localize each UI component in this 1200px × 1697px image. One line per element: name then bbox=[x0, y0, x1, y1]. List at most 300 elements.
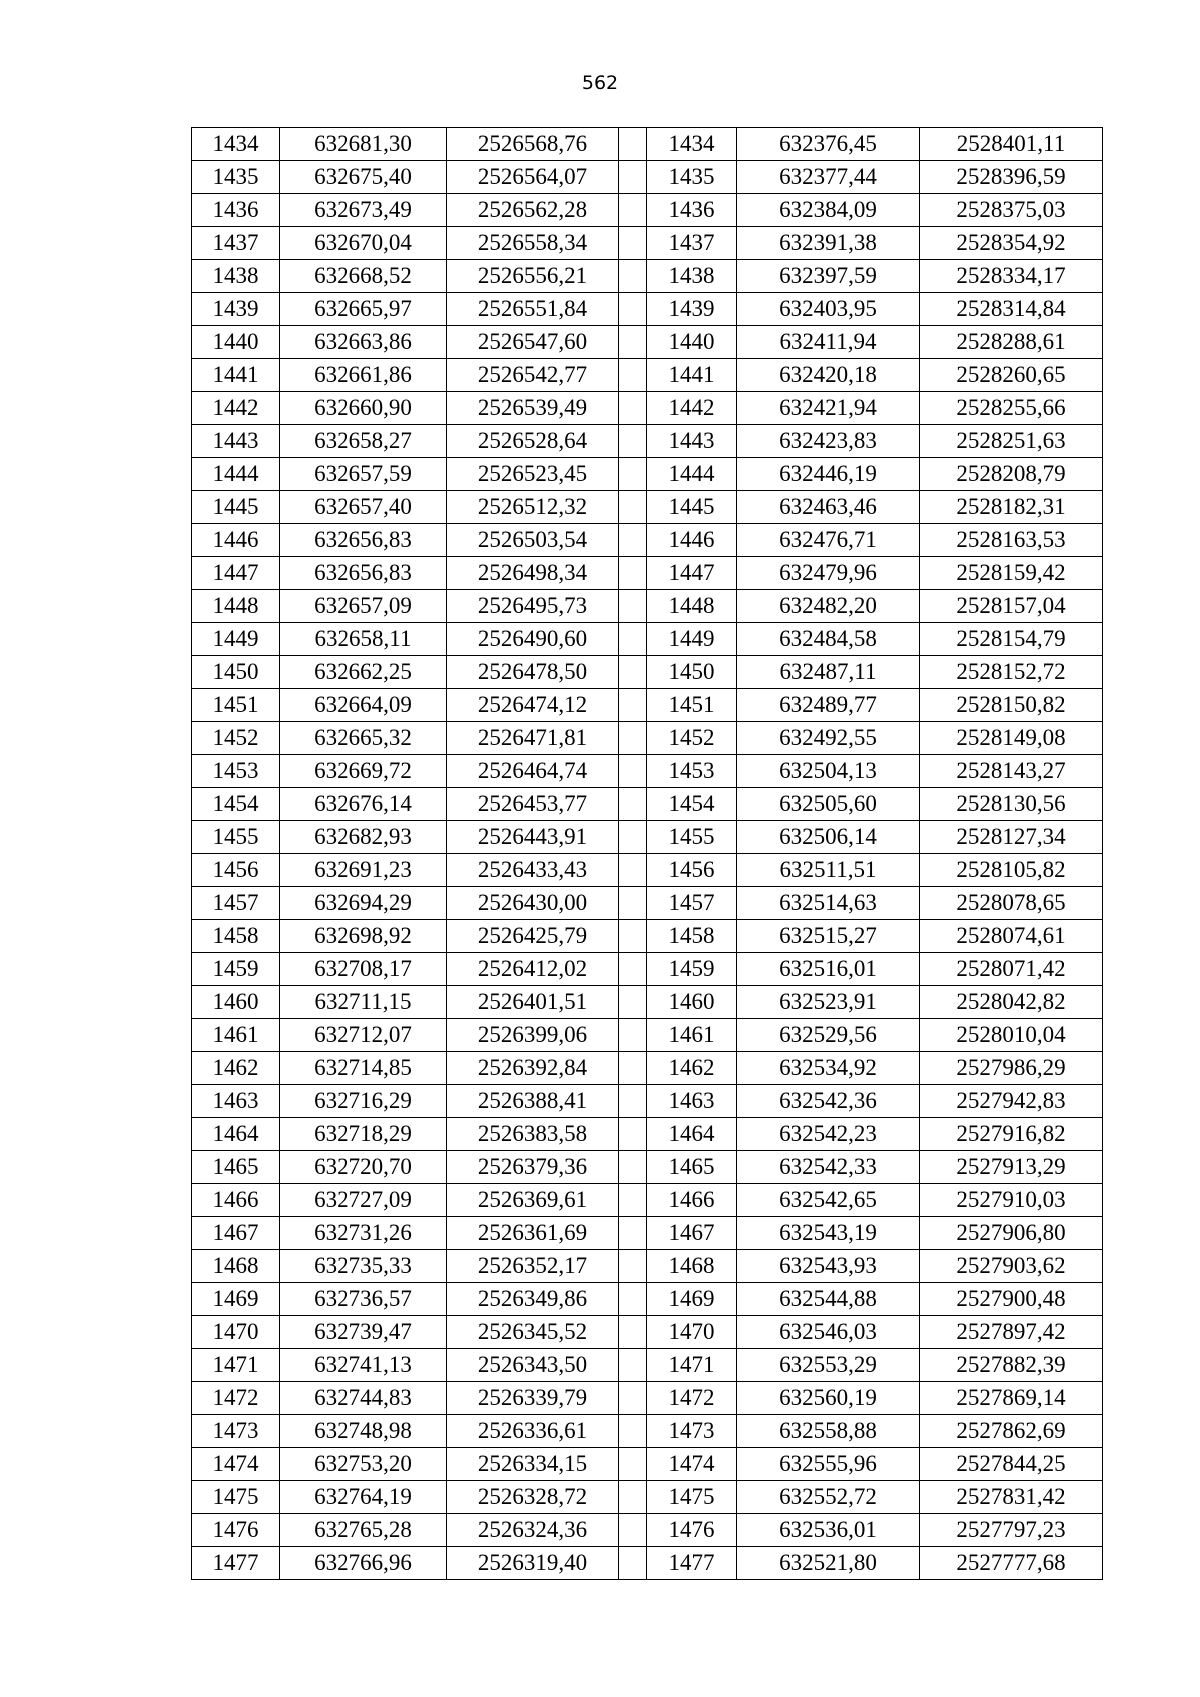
left-x-coordinate-cell: 632698,92 bbox=[280, 920, 447, 953]
left-y-coordinate-cell: 2526490,60 bbox=[447, 623, 619, 656]
left-x-coordinate-cell: 632669,72 bbox=[280, 755, 447, 788]
right-point-number-cell: 1457 bbox=[647, 887, 737, 920]
right-y-coordinate-cell: 2528159,42 bbox=[920, 557, 1103, 590]
right-x-coordinate-cell: 632403,95 bbox=[737, 293, 920, 326]
left-point-number-cell: 1443 bbox=[192, 425, 280, 458]
table-row bbox=[192, 491, 1103, 524]
right-point-number-cell: 1450 bbox=[647, 656, 737, 689]
right-x-coordinate-cell: 632560,19 bbox=[737, 1382, 920, 1415]
left-point-number-cell: 1446 bbox=[192, 524, 280, 557]
right-y-coordinate-cell: 2528157,04 bbox=[920, 590, 1103, 623]
right-point-number-cell: 1463 bbox=[647, 1085, 737, 1118]
left-x-coordinate-cell: 632658,27 bbox=[280, 425, 447, 458]
right-x-coordinate-cell: 632479,96 bbox=[737, 557, 920, 590]
gap-cell bbox=[619, 1052, 647, 1085]
gap-cell bbox=[619, 1250, 647, 1283]
gap-cell bbox=[619, 491, 647, 524]
right-y-coordinate-cell: 2527862,69 bbox=[920, 1415, 1103, 1448]
left-x-coordinate-cell: 632656,83 bbox=[280, 524, 447, 557]
left-point-number-cell: 1445 bbox=[192, 491, 280, 524]
table-row bbox=[192, 986, 1103, 1019]
table-row bbox=[192, 920, 1103, 953]
left-point-number-cell: 1448 bbox=[192, 590, 280, 623]
right-point-number-cell: 1449 bbox=[647, 623, 737, 656]
right-y-coordinate-cell: 2527986,29 bbox=[920, 1052, 1103, 1085]
table-row bbox=[192, 854, 1103, 887]
left-point-number-cell: 1454 bbox=[192, 788, 280, 821]
right-y-coordinate-cell: 2528130,56 bbox=[920, 788, 1103, 821]
gap-cell bbox=[619, 986, 647, 1019]
left-point-number-cell: 1477 bbox=[192, 1547, 280, 1580]
left-y-coordinate-cell: 2526324,36 bbox=[447, 1514, 619, 1547]
coordinates-table bbox=[191, 127, 1103, 1580]
left-x-coordinate-cell: 632661,86 bbox=[280, 359, 447, 392]
left-y-coordinate-cell: 2526523,45 bbox=[447, 458, 619, 491]
left-point-number-cell: 1474 bbox=[192, 1448, 280, 1481]
gap-cell bbox=[619, 1217, 647, 1250]
right-x-coordinate-cell: 632534,92 bbox=[737, 1052, 920, 1085]
right-x-coordinate-cell: 632555,96 bbox=[737, 1448, 920, 1481]
left-x-coordinate-cell: 632664,09 bbox=[280, 689, 447, 722]
left-point-number-cell: 1462 bbox=[192, 1052, 280, 1085]
right-x-coordinate-cell: 632476,71 bbox=[737, 524, 920, 557]
right-y-coordinate-cell: 2528042,82 bbox=[920, 986, 1103, 1019]
right-point-number-cell: 1476 bbox=[647, 1514, 737, 1547]
left-x-coordinate-cell: 632681,30 bbox=[280, 128, 447, 161]
left-x-coordinate-cell: 632736,57 bbox=[280, 1283, 447, 1316]
right-y-coordinate-cell: 2528143,27 bbox=[920, 755, 1103, 788]
left-x-coordinate-cell: 632753,20 bbox=[280, 1448, 447, 1481]
gap-cell bbox=[619, 1415, 647, 1448]
left-point-number-cell: 1444 bbox=[192, 458, 280, 491]
right-point-number-cell: 1445 bbox=[647, 491, 737, 524]
right-x-coordinate-cell: 632446,19 bbox=[737, 458, 920, 491]
left-y-coordinate-cell: 2526425,79 bbox=[447, 920, 619, 953]
right-x-coordinate-cell: 632384,09 bbox=[737, 194, 920, 227]
right-x-coordinate-cell: 632391,38 bbox=[737, 227, 920, 260]
gap-cell bbox=[619, 161, 647, 194]
gap-cell bbox=[619, 1547, 647, 1580]
left-point-number-cell: 1475 bbox=[192, 1481, 280, 1514]
right-point-number-cell: 1441 bbox=[647, 359, 737, 392]
right-x-coordinate-cell: 632423,83 bbox=[737, 425, 920, 458]
left-y-coordinate-cell: 2526383,58 bbox=[447, 1118, 619, 1151]
right-point-number-cell: 1472 bbox=[647, 1382, 737, 1415]
right-point-number-cell: 1468 bbox=[647, 1250, 737, 1283]
gap-cell bbox=[619, 755, 647, 788]
gap-cell bbox=[619, 689, 647, 722]
gap-cell bbox=[619, 425, 647, 458]
right-y-coordinate-cell: 2528182,31 bbox=[920, 491, 1103, 524]
right-x-coordinate-cell: 632505,60 bbox=[737, 788, 920, 821]
left-y-coordinate-cell: 2526334,15 bbox=[447, 1448, 619, 1481]
table-row bbox=[192, 1382, 1103, 1415]
gap-cell bbox=[619, 821, 647, 854]
left-y-coordinate-cell: 2526352,17 bbox=[447, 1250, 619, 1283]
table-row bbox=[192, 821, 1103, 854]
gap-cell bbox=[619, 392, 647, 425]
left-point-number-cell: 1434 bbox=[192, 128, 280, 161]
table-row bbox=[192, 260, 1103, 293]
right-x-coordinate-cell: 632482,20 bbox=[737, 590, 920, 623]
right-point-number-cell: 1440 bbox=[647, 326, 737, 359]
table-row bbox=[192, 293, 1103, 326]
left-point-number-cell: 1437 bbox=[192, 227, 280, 260]
right-y-coordinate-cell: 2527844,25 bbox=[920, 1448, 1103, 1481]
right-x-coordinate-cell: 632487,11 bbox=[737, 656, 920, 689]
table-row bbox=[192, 755, 1103, 788]
gap-cell bbox=[619, 1184, 647, 1217]
left-y-coordinate-cell: 2526412,02 bbox=[447, 953, 619, 986]
gap-cell bbox=[619, 1283, 647, 1316]
right-y-coordinate-cell: 2527897,42 bbox=[920, 1316, 1103, 1349]
gap-cell bbox=[619, 656, 647, 689]
left-point-number-cell: 1436 bbox=[192, 194, 280, 227]
gap-cell bbox=[619, 1349, 647, 1382]
gap-cell bbox=[619, 227, 647, 260]
left-x-coordinate-cell: 632675,40 bbox=[280, 161, 447, 194]
table-row bbox=[192, 1118, 1103, 1151]
right-point-number-cell: 1471 bbox=[647, 1349, 737, 1382]
table-row bbox=[192, 1283, 1103, 1316]
table-row bbox=[192, 953, 1103, 986]
gap-cell bbox=[619, 293, 647, 326]
right-point-number-cell: 1477 bbox=[647, 1547, 737, 1580]
left-x-coordinate-cell: 632727,09 bbox=[280, 1184, 447, 1217]
table-row bbox=[192, 1547, 1103, 1580]
left-x-coordinate-cell: 632657,59 bbox=[280, 458, 447, 491]
right-x-coordinate-cell: 632484,58 bbox=[737, 623, 920, 656]
right-x-coordinate-cell: 632420,18 bbox=[737, 359, 920, 392]
gap-cell bbox=[619, 953, 647, 986]
left-x-coordinate-cell: 632744,83 bbox=[280, 1382, 447, 1415]
right-y-coordinate-cell: 2528071,42 bbox=[920, 953, 1103, 986]
right-point-number-cell: 1461 bbox=[647, 1019, 737, 1052]
gap-cell bbox=[619, 524, 647, 557]
right-x-coordinate-cell: 632552,72 bbox=[737, 1481, 920, 1514]
right-y-coordinate-cell: 2528334,17 bbox=[920, 260, 1103, 293]
table-row bbox=[192, 161, 1103, 194]
right-point-number-cell: 1453 bbox=[647, 755, 737, 788]
right-point-number-cell: 1462 bbox=[647, 1052, 737, 1085]
left-x-coordinate-cell: 632741,13 bbox=[280, 1349, 447, 1382]
left-x-coordinate-cell: 632720,70 bbox=[280, 1151, 447, 1184]
right-y-coordinate-cell: 2528208,79 bbox=[920, 458, 1103, 491]
table-row bbox=[192, 788, 1103, 821]
left-y-coordinate-cell: 2526474,12 bbox=[447, 689, 619, 722]
left-point-number-cell: 1471 bbox=[192, 1349, 280, 1382]
gap-cell bbox=[619, 1151, 647, 1184]
table-row bbox=[192, 1349, 1103, 1382]
right-point-number-cell: 1474 bbox=[647, 1448, 737, 1481]
table-row bbox=[192, 887, 1103, 920]
gap-cell bbox=[619, 260, 647, 293]
table-row bbox=[192, 1415, 1103, 1448]
left-x-coordinate-cell: 632662,25 bbox=[280, 656, 447, 689]
left-point-number-cell: 1440 bbox=[192, 326, 280, 359]
right-point-number-cell: 1467 bbox=[647, 1217, 737, 1250]
right-y-coordinate-cell: 2527831,42 bbox=[920, 1481, 1103, 1514]
right-x-coordinate-cell: 632543,93 bbox=[737, 1250, 920, 1283]
gap-cell bbox=[619, 1481, 647, 1514]
right-y-coordinate-cell: 2527797,23 bbox=[920, 1514, 1103, 1547]
gap-cell bbox=[619, 623, 647, 656]
left-x-coordinate-cell: 632673,49 bbox=[280, 194, 447, 227]
right-y-coordinate-cell: 2527869,14 bbox=[920, 1382, 1103, 1415]
right-x-coordinate-cell: 632397,59 bbox=[737, 260, 920, 293]
left-x-coordinate-cell: 632711,15 bbox=[280, 986, 447, 1019]
left-x-coordinate-cell: 632658,11 bbox=[280, 623, 447, 656]
right-y-coordinate-cell: 2528401,11 bbox=[920, 128, 1103, 161]
left-y-coordinate-cell: 2526349,86 bbox=[447, 1283, 619, 1316]
left-x-coordinate-cell: 632691,23 bbox=[280, 854, 447, 887]
gap-cell bbox=[619, 128, 647, 161]
left-y-coordinate-cell: 2526512,32 bbox=[447, 491, 619, 524]
table-row bbox=[192, 1316, 1103, 1349]
left-point-number-cell: 1473 bbox=[192, 1415, 280, 1448]
left-point-number-cell: 1463 bbox=[192, 1085, 280, 1118]
left-point-number-cell: 1457 bbox=[192, 887, 280, 920]
table-row bbox=[192, 623, 1103, 656]
left-x-coordinate-cell: 632682,93 bbox=[280, 821, 447, 854]
left-y-coordinate-cell: 2526558,34 bbox=[447, 227, 619, 260]
left-point-number-cell: 1456 bbox=[192, 854, 280, 887]
left-point-number-cell: 1439 bbox=[192, 293, 280, 326]
left-x-coordinate-cell: 632718,29 bbox=[280, 1118, 447, 1151]
right-y-coordinate-cell: 2528314,84 bbox=[920, 293, 1103, 326]
gap-cell bbox=[619, 854, 647, 887]
left-y-coordinate-cell: 2526556,21 bbox=[447, 260, 619, 293]
left-y-coordinate-cell: 2526339,79 bbox=[447, 1382, 619, 1415]
left-x-coordinate-cell: 632764,19 bbox=[280, 1481, 447, 1514]
left-y-coordinate-cell: 2526401,51 bbox=[447, 986, 619, 1019]
left-point-number-cell: 1447 bbox=[192, 557, 280, 590]
right-point-number-cell: 1459 bbox=[647, 953, 737, 986]
coordinates-table-body bbox=[192, 128, 1103, 1580]
table-row bbox=[192, 1184, 1103, 1217]
right-x-coordinate-cell: 632542,36 bbox=[737, 1085, 920, 1118]
left-x-coordinate-cell: 632731,26 bbox=[280, 1217, 447, 1250]
left-point-number-cell: 1459 bbox=[192, 953, 280, 986]
left-y-coordinate-cell: 2526430,00 bbox=[447, 887, 619, 920]
left-y-coordinate-cell: 2526551,84 bbox=[447, 293, 619, 326]
left-x-coordinate-cell: 632660,90 bbox=[280, 392, 447, 425]
right-x-coordinate-cell: 632536,01 bbox=[737, 1514, 920, 1547]
left-x-coordinate-cell: 632735,33 bbox=[280, 1250, 447, 1283]
right-point-number-cell: 1465 bbox=[647, 1151, 737, 1184]
right-x-coordinate-cell: 632489,77 bbox=[737, 689, 920, 722]
left-y-coordinate-cell: 2526564,07 bbox=[447, 161, 619, 194]
right-x-coordinate-cell: 632558,88 bbox=[737, 1415, 920, 1448]
left-x-coordinate-cell: 632694,29 bbox=[280, 887, 447, 920]
gap-cell bbox=[619, 1382, 647, 1415]
left-y-coordinate-cell: 2526443,91 bbox=[447, 821, 619, 854]
table-row bbox=[192, 1481, 1103, 1514]
right-point-number-cell: 1438 bbox=[647, 260, 737, 293]
left-point-number-cell: 1466 bbox=[192, 1184, 280, 1217]
right-x-coordinate-cell: 632504,13 bbox=[737, 755, 920, 788]
right-y-coordinate-cell: 2528078,65 bbox=[920, 887, 1103, 920]
right-y-coordinate-cell: 2528149,08 bbox=[920, 722, 1103, 755]
gap-cell bbox=[619, 1019, 647, 1052]
right-x-coordinate-cell: 632514,63 bbox=[737, 887, 920, 920]
left-y-coordinate-cell: 2526528,64 bbox=[447, 425, 619, 458]
right-point-number-cell: 1444 bbox=[647, 458, 737, 491]
left-point-number-cell: 1472 bbox=[192, 1382, 280, 1415]
right-y-coordinate-cell: 2528251,63 bbox=[920, 425, 1103, 458]
table-row bbox=[192, 425, 1103, 458]
left-y-coordinate-cell: 2526542,77 bbox=[447, 359, 619, 392]
left-point-number-cell: 1435 bbox=[192, 161, 280, 194]
table-row bbox=[192, 590, 1103, 623]
right-x-coordinate-cell: 632542,65 bbox=[737, 1184, 920, 1217]
right-y-coordinate-cell: 2528154,79 bbox=[920, 623, 1103, 656]
table-row bbox=[192, 1514, 1103, 1547]
table-row bbox=[192, 557, 1103, 590]
left-point-number-cell: 1450 bbox=[192, 656, 280, 689]
left-point-number-cell: 1464 bbox=[192, 1118, 280, 1151]
right-y-coordinate-cell: 2528354,92 bbox=[920, 227, 1103, 260]
left-y-coordinate-cell: 2526539,49 bbox=[447, 392, 619, 425]
gap-cell bbox=[619, 359, 647, 392]
table-row bbox=[192, 1085, 1103, 1118]
table-row bbox=[192, 458, 1103, 491]
left-point-number-cell: 1468 bbox=[192, 1250, 280, 1283]
left-point-number-cell: 1441 bbox=[192, 359, 280, 392]
left-x-coordinate-cell: 632668,52 bbox=[280, 260, 447, 293]
table-row bbox=[192, 392, 1103, 425]
right-x-coordinate-cell: 632463,46 bbox=[737, 491, 920, 524]
table-row bbox=[192, 359, 1103, 392]
table-row bbox=[192, 722, 1103, 755]
left-y-coordinate-cell: 2526503,54 bbox=[447, 524, 619, 557]
right-x-coordinate-cell: 632542,33 bbox=[737, 1151, 920, 1184]
right-point-number-cell: 1443 bbox=[647, 425, 737, 458]
right-x-coordinate-cell: 632377,44 bbox=[737, 161, 920, 194]
left-x-coordinate-cell: 632712,07 bbox=[280, 1019, 447, 1052]
gap-cell bbox=[619, 326, 647, 359]
left-point-number-cell: 1467 bbox=[192, 1217, 280, 1250]
right-point-number-cell: 1451 bbox=[647, 689, 737, 722]
right-point-number-cell: 1456 bbox=[647, 854, 737, 887]
right-y-coordinate-cell: 2527942,83 bbox=[920, 1085, 1103, 1118]
right-y-coordinate-cell: 2528152,72 bbox=[920, 656, 1103, 689]
left-point-number-cell: 1461 bbox=[192, 1019, 280, 1052]
table-row bbox=[192, 1217, 1103, 1250]
left-point-number-cell: 1451 bbox=[192, 689, 280, 722]
gap-cell bbox=[619, 722, 647, 755]
gap-cell bbox=[619, 1118, 647, 1151]
left-y-coordinate-cell: 2526392,84 bbox=[447, 1052, 619, 1085]
right-point-number-cell: 1466 bbox=[647, 1184, 737, 1217]
gap-cell bbox=[619, 1448, 647, 1481]
right-x-coordinate-cell: 632421,94 bbox=[737, 392, 920, 425]
table-row bbox=[192, 227, 1103, 260]
left-y-coordinate-cell: 2526433,43 bbox=[447, 854, 619, 887]
right-point-number-cell: 1437 bbox=[647, 227, 737, 260]
right-x-coordinate-cell: 632376,45 bbox=[737, 128, 920, 161]
left-point-number-cell: 1452 bbox=[192, 722, 280, 755]
right-y-coordinate-cell: 2528163,53 bbox=[920, 524, 1103, 557]
right-point-number-cell: 1435 bbox=[647, 161, 737, 194]
right-y-coordinate-cell: 2527900,48 bbox=[920, 1283, 1103, 1316]
left-y-coordinate-cell: 2526369,61 bbox=[447, 1184, 619, 1217]
right-x-coordinate-cell: 632553,29 bbox=[737, 1349, 920, 1382]
left-x-coordinate-cell: 632665,97 bbox=[280, 293, 447, 326]
right-point-number-cell: 1446 bbox=[647, 524, 737, 557]
left-point-number-cell: 1453 bbox=[192, 755, 280, 788]
right-x-coordinate-cell: 632511,51 bbox=[737, 854, 920, 887]
left-point-number-cell: 1442 bbox=[192, 392, 280, 425]
right-y-coordinate-cell: 2527910,03 bbox=[920, 1184, 1103, 1217]
gap-cell bbox=[619, 920, 647, 953]
right-point-number-cell: 1454 bbox=[647, 788, 737, 821]
left-y-coordinate-cell: 2526388,41 bbox=[447, 1085, 619, 1118]
gap-cell bbox=[619, 887, 647, 920]
left-y-coordinate-cell: 2526464,74 bbox=[447, 755, 619, 788]
right-point-number-cell: 1473 bbox=[647, 1415, 737, 1448]
table-row bbox=[192, 194, 1103, 227]
left-x-coordinate-cell: 632657,09 bbox=[280, 590, 447, 623]
left-x-coordinate-cell: 632716,29 bbox=[280, 1085, 447, 1118]
right-point-number-cell: 1439 bbox=[647, 293, 737, 326]
right-y-coordinate-cell: 2528375,03 bbox=[920, 194, 1103, 227]
right-y-coordinate-cell: 2528105,82 bbox=[920, 854, 1103, 887]
right-point-number-cell: 1455 bbox=[647, 821, 737, 854]
gap-cell bbox=[619, 788, 647, 821]
left-y-coordinate-cell: 2526495,73 bbox=[447, 590, 619, 623]
table-row bbox=[192, 128, 1103, 161]
table-row bbox=[192, 1052, 1103, 1085]
right-x-coordinate-cell: 632546,03 bbox=[737, 1316, 920, 1349]
left-y-coordinate-cell: 2526498,34 bbox=[447, 557, 619, 590]
gap-cell bbox=[619, 1514, 647, 1547]
left-y-coordinate-cell: 2526345,52 bbox=[447, 1316, 619, 1349]
gap-cell bbox=[619, 1316, 647, 1349]
table-row bbox=[192, 689, 1103, 722]
table-row bbox=[192, 1250, 1103, 1283]
left-x-coordinate-cell: 632739,47 bbox=[280, 1316, 447, 1349]
right-x-coordinate-cell: 632544,88 bbox=[737, 1283, 920, 1316]
left-x-coordinate-cell: 632676,14 bbox=[280, 788, 447, 821]
left-x-coordinate-cell: 632657,40 bbox=[280, 491, 447, 524]
right-y-coordinate-cell: 2527777,68 bbox=[920, 1547, 1103, 1580]
right-x-coordinate-cell: 632411,94 bbox=[737, 326, 920, 359]
left-point-number-cell: 1458 bbox=[192, 920, 280, 953]
right-x-coordinate-cell: 632521,80 bbox=[737, 1547, 920, 1580]
left-y-coordinate-cell: 2526453,77 bbox=[447, 788, 619, 821]
right-x-coordinate-cell: 632542,23 bbox=[737, 1118, 920, 1151]
left-y-coordinate-cell: 2526343,50 bbox=[447, 1349, 619, 1382]
right-point-number-cell: 1434 bbox=[647, 128, 737, 161]
left-y-coordinate-cell: 2526471,81 bbox=[447, 722, 619, 755]
right-point-number-cell: 1470 bbox=[647, 1316, 737, 1349]
left-y-coordinate-cell: 2526379,36 bbox=[447, 1151, 619, 1184]
right-y-coordinate-cell: 2528074,61 bbox=[920, 920, 1103, 953]
right-point-number-cell: 1464 bbox=[647, 1118, 737, 1151]
table-row bbox=[192, 524, 1103, 557]
right-point-number-cell: 1436 bbox=[647, 194, 737, 227]
right-x-coordinate-cell: 632529,56 bbox=[737, 1019, 920, 1052]
right-y-coordinate-cell: 2528255,66 bbox=[920, 392, 1103, 425]
right-point-number-cell: 1469 bbox=[647, 1283, 737, 1316]
right-point-number-cell: 1452 bbox=[647, 722, 737, 755]
right-point-number-cell: 1442 bbox=[647, 392, 737, 425]
left-x-coordinate-cell: 632663,86 bbox=[280, 326, 447, 359]
right-point-number-cell: 1460 bbox=[647, 986, 737, 1019]
page-number: 562 bbox=[581, 72, 619, 94]
right-y-coordinate-cell: 2527882,39 bbox=[920, 1349, 1103, 1382]
